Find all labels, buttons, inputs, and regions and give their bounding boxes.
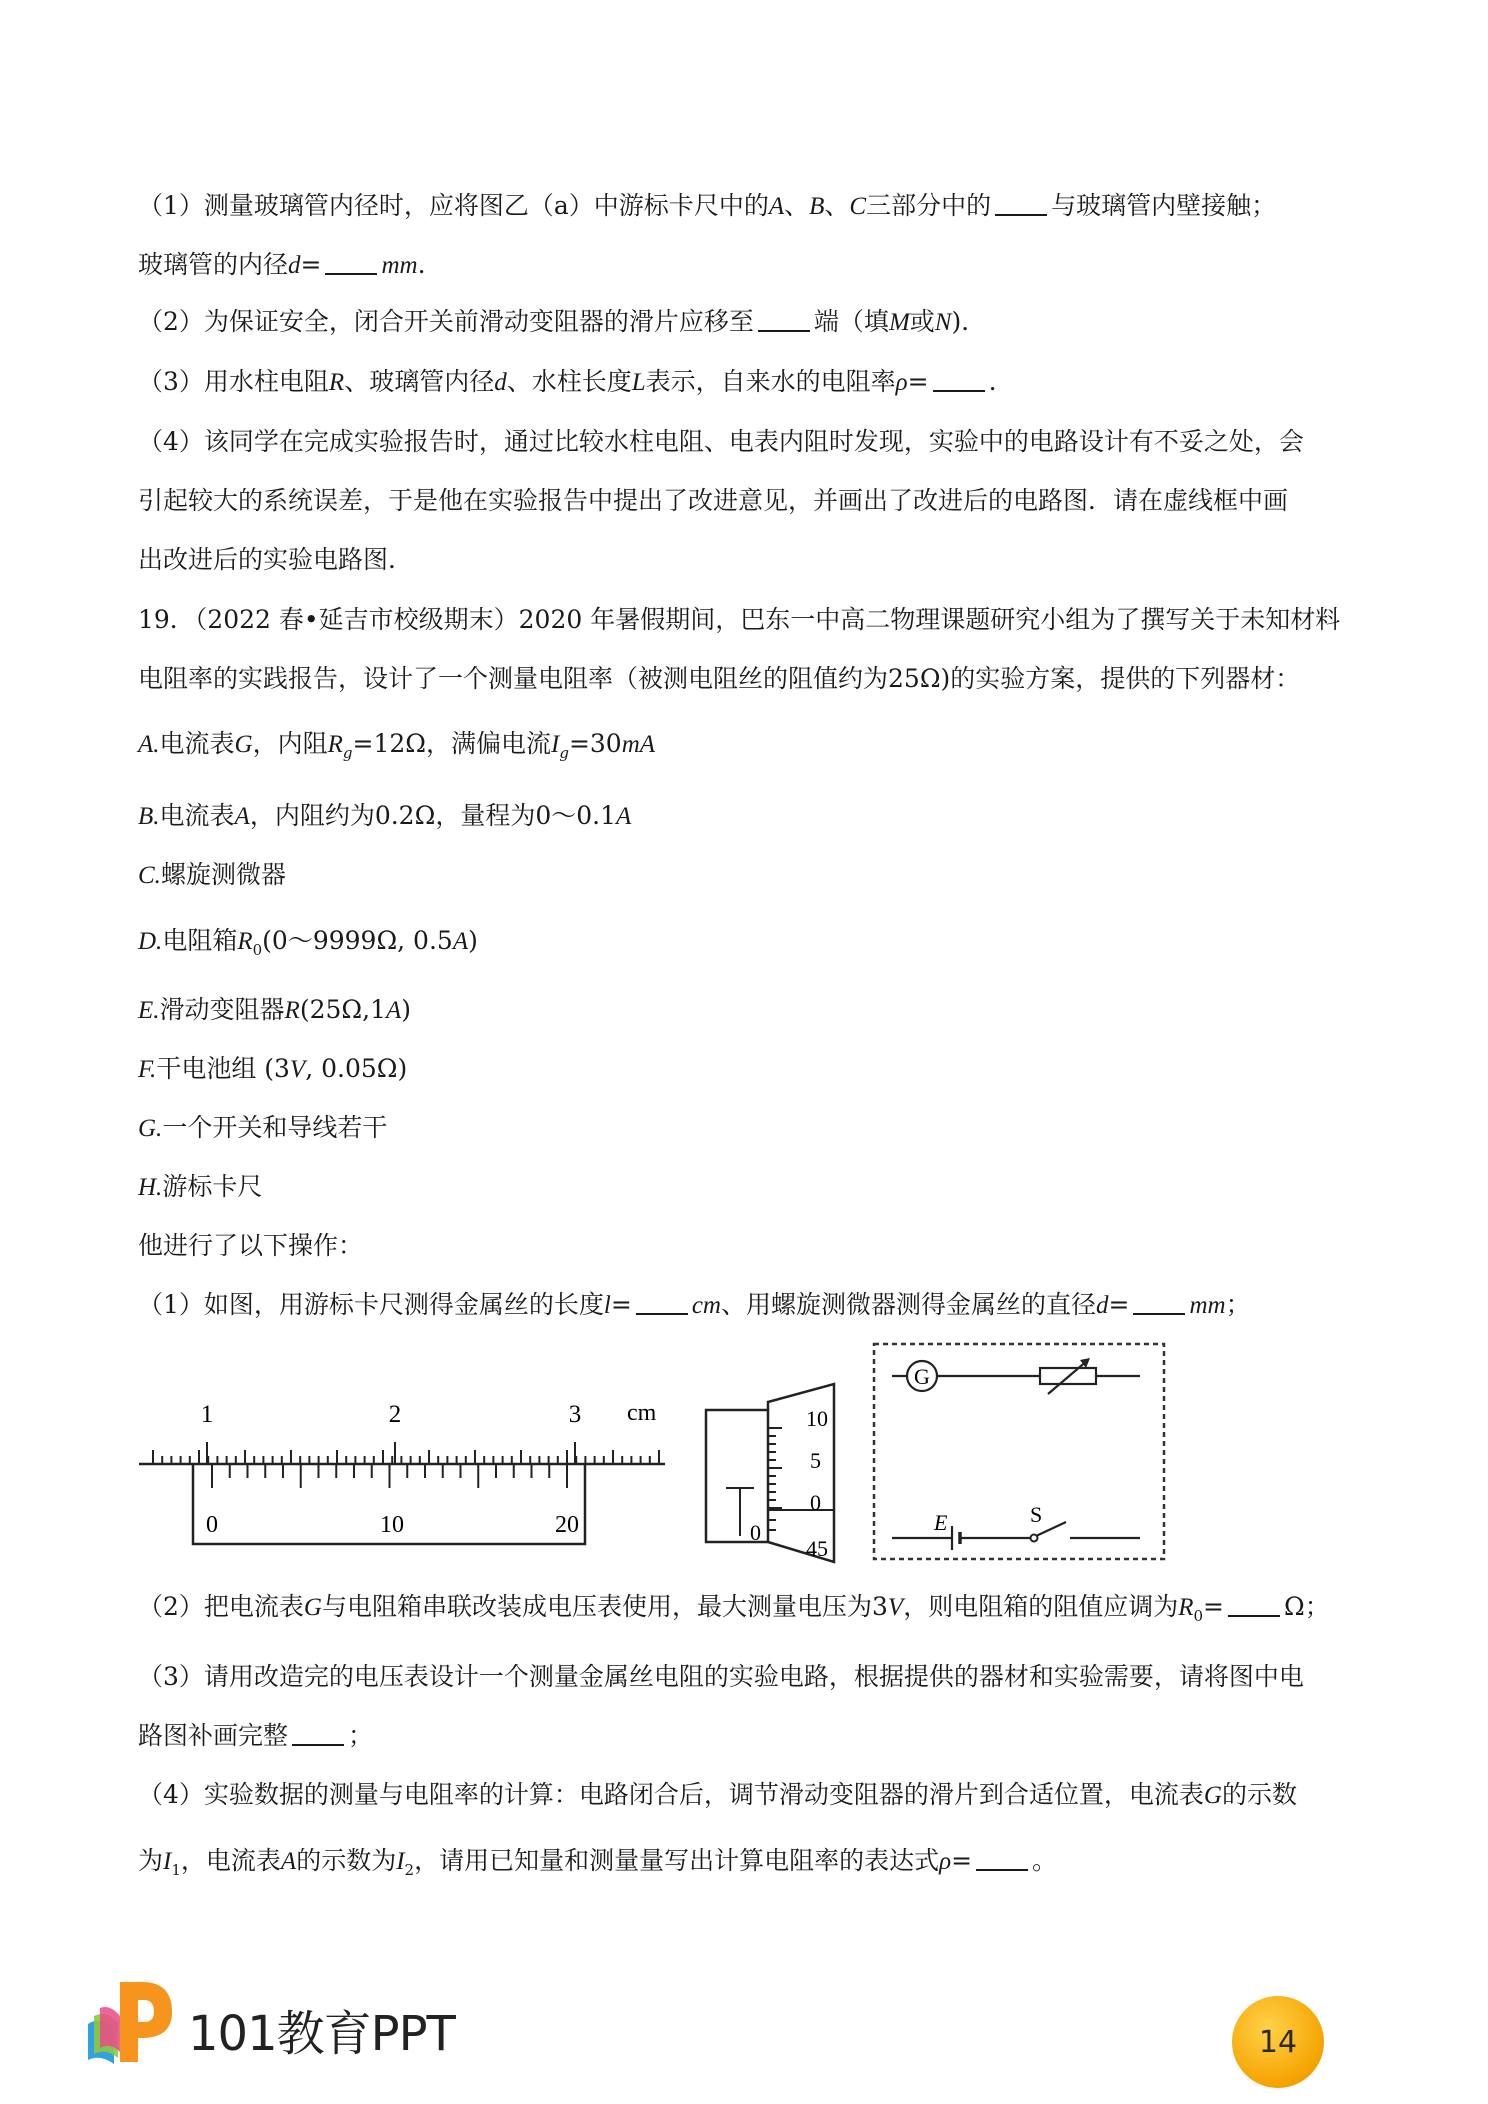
q19-part4-line1: （4）实验数据的测量与电阻率的计算：电路闭合后，调节滑动变阻器的滑片到合适位置，电流表G的示数 (138, 1780, 1297, 1809)
answer-blank[interactable] (292, 1722, 344, 1746)
option-e: E.滑动变阻器R(25Ω,1A) (138, 995, 412, 1024)
vernier-label-0: 0 (206, 1512, 218, 1538)
answer-blank[interactable] (1228, 1593, 1280, 1617)
answer-blank[interactable] (325, 251, 377, 275)
option-g: G.一个开关和导线若干 (138, 1113, 388, 1142)
vernier-label-10: 10 (380, 1512, 404, 1538)
answer-blank[interactable] (976, 1847, 1028, 1871)
page-number: 14 (1258, 2024, 1298, 2060)
answer-blank[interactable] (995, 192, 1047, 216)
answer-blank[interactable] (1133, 1291, 1185, 1315)
answer-blank[interactable] (758, 308, 810, 332)
switch-label: S (1030, 1502, 1043, 1527)
q18-part2: （2）为保证安全，闭合开关前滑动变阻器的滑片应移至 端（填M或N)． (138, 307, 987, 336)
q19-part2: （2）把电流表G与电阻箱串联改装成电压表使用，最大测量电压为3V，则电阻箱的阻值应调为$R_0= \Omega$； (138, 1592, 1330, 1625)
option-c: C.螺旋测微器 (138, 860, 286, 889)
circuit-diagram-figure (870, 1340, 1170, 1570)
q18-part4-line3: 出改进后的实验电路图． (138, 545, 414, 574)
thimble-label-10: 10 (806, 1406, 828, 1431)
page-number-badge (1232, 1996, 1324, 2088)
q18-part1-line1: （1）测量玻璃管内径时，应将图乙（a）中游标卡尺中的A、B、C三部分中的 与玻璃管内壁接触； (138, 191, 1277, 220)
q18-part3: （3）用水柱电阻R、玻璃管内径d、水柱长度L表示，自来水的电阻率ρ= . (138, 367, 997, 396)
thimble-label-5: 5 (810, 1448, 821, 1473)
option-d: D.电阻箱$R_0(0\sim 9999\Omega$, 0.5A) (138, 926, 478, 959)
battery-label: E (934, 1510, 948, 1535)
option-f: F.干电池组 (3V, 0.05Ω) (138, 1054, 408, 1083)
main-label-3: 3 (568, 1401, 582, 1428)
q18-part4-line1: （4）该同学在完成实验报告时，通过比较水柱电阻、电表内阻时发现，实验中的电路设计有不妥之处，会 (138, 427, 1304, 456)
sleeve-zero-label: 0 (750, 1520, 761, 1545)
main-label-1: 1 (200, 1401, 214, 1428)
galvanometer-label: G (914, 1364, 930, 1389)
q19-part3-line1: （3）请用改造完的电压表设计一个测量金属丝电阻的实验电路，根据提供的器材和实验需要，请将图中电 (138, 1662, 1304, 1691)
q19-heading-line1: 19．（2022 春•延吉市校级期末）2020 年暑假期间，巴东一中高二物理课题研究小组为了撰写关于未知材料 (138, 605, 1341, 634)
brand-logo-icon (80, 1972, 180, 2072)
operations-intro: 他进行了以下操作： (138, 1231, 364, 1260)
q18-part4-line2: 引起较大的系统误差，于是他在实验报告中提出了改进意见，并画出了改进后的电路图．请在虚线框中画 (138, 486, 1289, 515)
q19-part1: （1）如图，用游标卡尺测得金属丝的长度l= cm、用螺旋测微器测得金属丝的直径d= mm； (138, 1290, 1251, 1319)
thimble-label-45: 45 (806, 1536, 828, 1561)
option-a: A.电流表G，内阻$R_g=12\Omega$，满偏电流$I_g=30mA$ (138, 729, 656, 762)
micrometer-figure (700, 1380, 850, 1565)
answer-blank[interactable] (636, 1291, 688, 1315)
thimble-label-0: 0 (810, 1490, 821, 1515)
option-b: B.电流表A，内阻约为0.2Ω，量程为0～0.1A (138, 801, 632, 830)
vernier-caliper-figure (135, 1398, 675, 1558)
option-h: H.游标卡尺 (138, 1172, 263, 1201)
q19-part3-line2: 路图补画完整 ； (138, 1721, 374, 1750)
caliper-unit: cm (627, 1400, 657, 1426)
q19-heading-line2: 电阻率的实践报告，设计了一个测量电阻率（被测电阻丝的阻值约为25Ω)的实验方案，提供的下列器材： (138, 664, 1301, 693)
brand-name: 101教育PPT (188, 2006, 455, 2062)
vernier-label-20: 20 (555, 1512, 579, 1538)
answer-blank[interactable] (933, 368, 985, 392)
q18-part1-line2: 玻璃管的内径d= mm. (138, 250, 426, 279)
q19-part4-line2: 为$I_1$，电流表A的示数为$I_2$，请用已知量和测量量写出计算电阻率的表达式ρ= 。 (138, 1846, 1058, 1879)
main-label-2: 2 (388, 1401, 402, 1428)
